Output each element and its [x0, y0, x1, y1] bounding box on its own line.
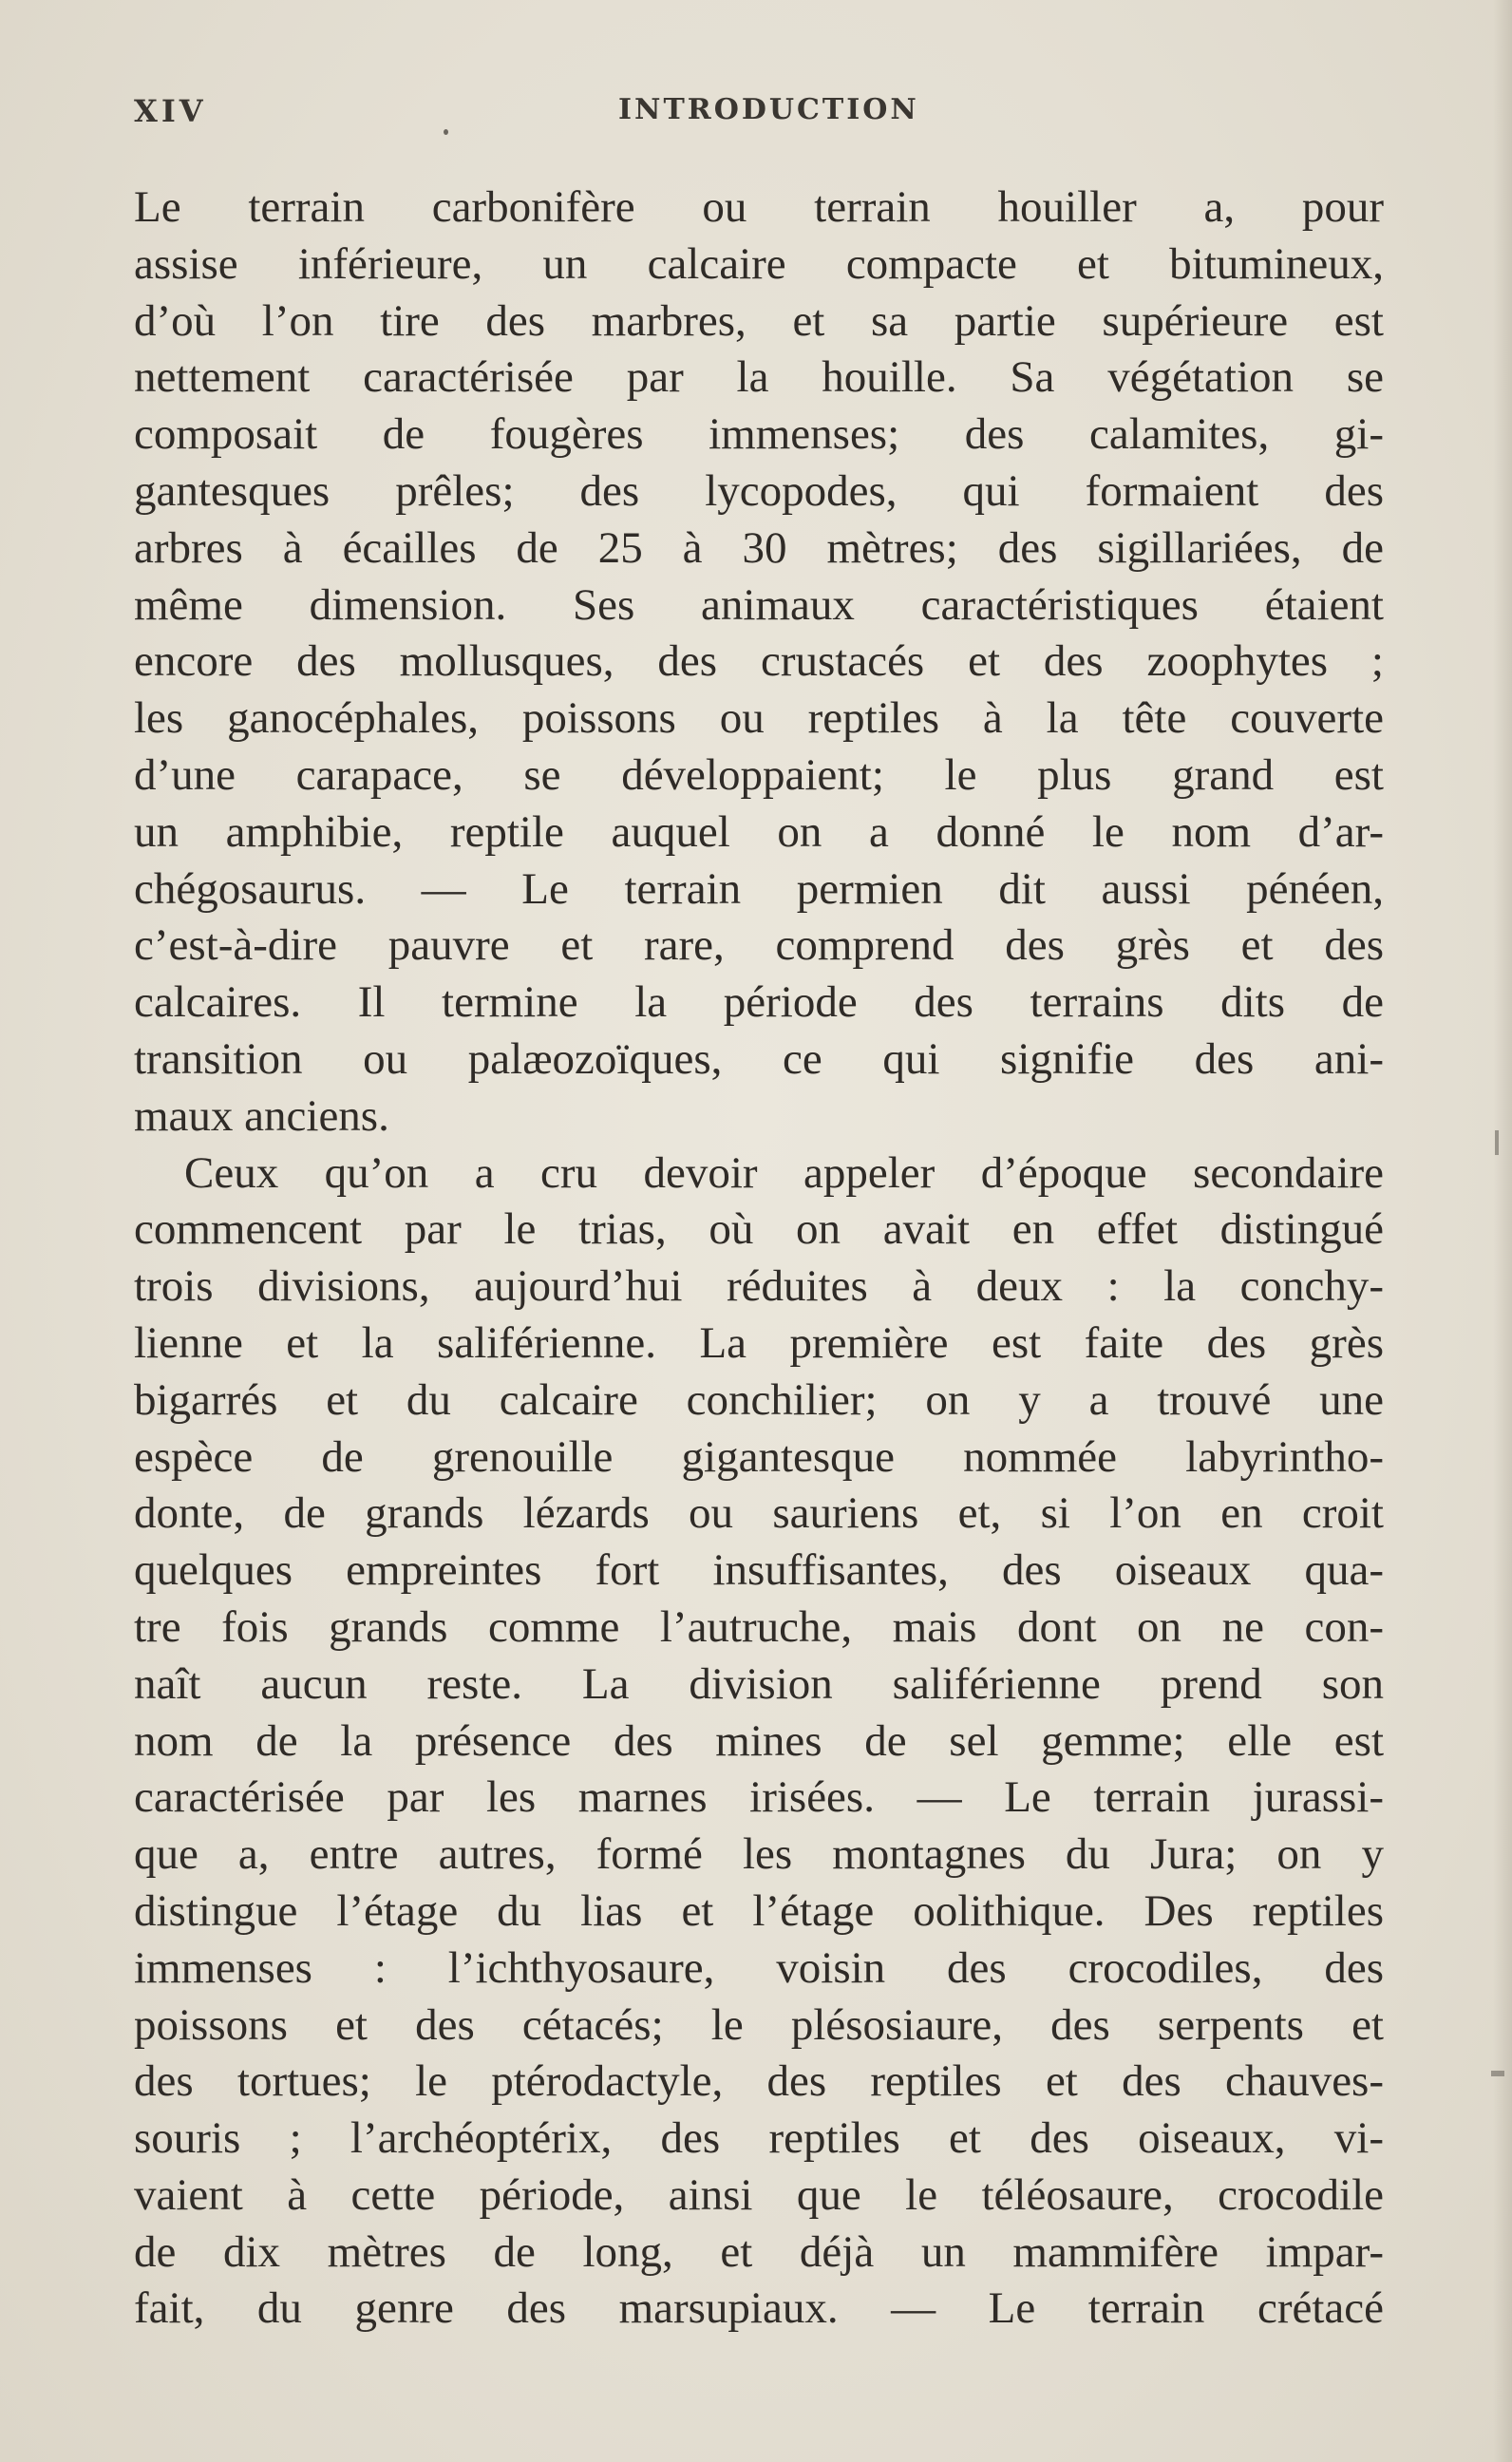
text-line: distingue l’étage du lias et l’étage oolithique. Des reptiles: [134, 1885, 1384, 1936]
page-edge-shadow: [1493, 0, 1512, 2462]
text-line: poissons et des cétacés; le plésosiaure, des serpents et: [134, 1999, 1384, 2050]
text-line: naît aucun reste. La division saliférienne prend son: [134, 1658, 1384, 1709]
text-line: que a, entre autres, formé les montagnes du Jura; on y: [134, 1829, 1384, 1880]
text-line: d’une carapace, se développaient; le plus grand est: [134, 749, 1384, 800]
text-line: Le terrain carbonifère ou terrain houiller a, pour: [134, 182, 1384, 232]
text-line: trois divisions, aujourd’hui réduites à deux : la conchy-: [134, 1261, 1384, 1312]
text-line: quelques empreintes fort insuffisantes, des oiseaux qua-: [134, 1545, 1384, 1596]
paragraph-start-line: Ceux qu’on a cru devoir appeler d’époque secondaire: [184, 1147, 1384, 1198]
text-line: encore des mollusques, des crustacés et des zoophytes ;: [134, 636, 1384, 687]
text-line: souris ; l’archéoptérix, des reptiles et des oiseaux, vi-: [134, 2113, 1384, 2164]
running-head: INTRODUCTION: [618, 93, 919, 126]
text-line: commencent par le trias, où on avait en effet distingué: [134, 1204, 1384, 1255]
text-line: d’où l’on tire des marbres, et sa partie supérieure est: [134, 295, 1384, 346]
text-line: même dimension. Ses animaux caractéristiques étaient: [134, 579, 1384, 630]
text-line: des tortues; le ptérodactyle, des reptiles et des chauves-: [134, 2056, 1384, 2107]
text-line: nettement caractérisée par la houille. Sa végétation se: [134, 352, 1384, 403]
text-line: de dix mètres de long, et déjà un mammifère impar-: [134, 2226, 1384, 2277]
text-line: caractérisée par les marnes irisées. — Le terrain jurassi-: [134, 1772, 1384, 1823]
text-line: calcaires. Il termine la période des terrains dits de: [134, 977, 1384, 1028]
text-line: transition ou palæozoïques, ce qui signifie des ani-: [134, 1033, 1384, 1084]
text-line: gantesques prêles; des lycopodes, qui formaient des: [134, 465, 1384, 516]
text-line: c’est-à-dire pauvre et rare, comprend des grès et des: [134, 920, 1384, 971]
text-line: assise inférieure, un calcaire compacte et bitumineux,: [134, 238, 1384, 289]
text-line: les ganocéphales, poissons ou reptiles à la tête couverte: [134, 693, 1384, 744]
page-number: XIV: [134, 93, 207, 129]
text-line: arbres à écailles de 25 à 30 mètres; des sigillariées, de: [134, 522, 1384, 573]
text-line: donte, de grands lézards ou sauriens et, si l’on en croit: [134, 1488, 1384, 1539]
text-line: tre fois grands comme l’autruche, mais dont on ne con-: [134, 1601, 1384, 1652]
page-header: [134, 93, 1384, 135]
body-text: [134, 180, 1384, 2338]
text-line: lienne et la saliférienne. La première est faite des grès: [134, 1317, 1384, 1368]
text-line: bigarrés et du calcaire conchilier; on y a trouvé une: [134, 1374, 1384, 1425]
text-line: vaient à cette période, ainsi que le téléosaure, crocodile: [134, 2169, 1384, 2220]
text-line: espèce de grenouille gigantesque nommée labyrintho-: [134, 1431, 1384, 1482]
text-line: un amphibie, reptile auquel on a donné le nom d’ar-: [134, 806, 1384, 857]
paragraph-end-line: maux anciens.: [134, 1090, 389, 1141]
text-line: fait, du genre des marsupiaux. — Le terrain crétacé: [134, 2283, 1384, 2334]
text-line: nom de la présence des mines de sel gemme; elle est: [134, 1715, 1384, 1766]
text-line: immenses : l’ichthyosaure, voisin des crocodiles, des: [134, 1942, 1384, 1993]
text-line: chégosaurus. — Le terrain permien dit aussi pénéen,: [134, 863, 1384, 914]
text-line: composait de fougères immenses; des calamites, gi-: [134, 409, 1384, 460]
ink-speck: [444, 129, 448, 135]
